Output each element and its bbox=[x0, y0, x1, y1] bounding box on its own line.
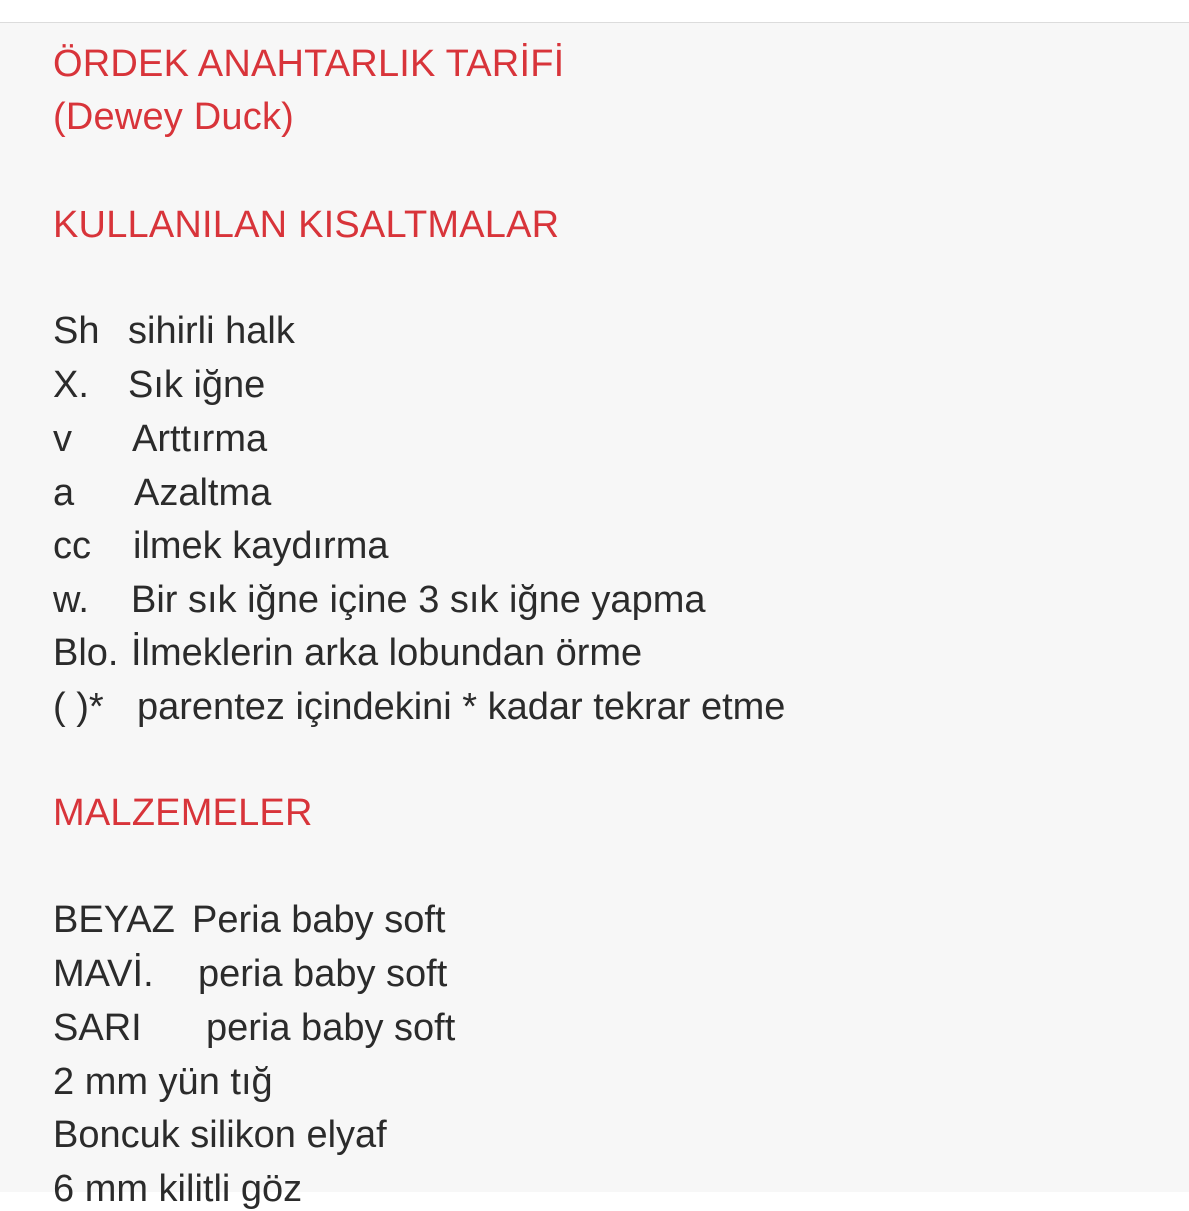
materials-heading: MALZEMELER bbox=[53, 792, 313, 834]
yarn-name: Peria baby soft bbox=[192, 899, 446, 941]
yarn-color: MAVİ. bbox=[53, 953, 154, 995]
abbreviation-code: w. bbox=[53, 579, 89, 621]
abbreviation-desc: İlmeklerin arka lobundan örme bbox=[131, 632, 643, 674]
abbreviation-code: ( )* bbox=[53, 686, 104, 728]
abbreviation-desc: Bir sık iğne içine 3 sık iğne yapma bbox=[131, 579, 706, 621]
yarn-color: SARI bbox=[53, 1007, 142, 1049]
yarn-name: peria baby soft bbox=[198, 953, 448, 995]
material-item: 2 mm yün tığ bbox=[53, 1061, 273, 1103]
abbreviations-heading: KULLANILAN KISALTMALAR bbox=[53, 204, 560, 246]
abbreviation-code: X. bbox=[53, 364, 89, 406]
abbreviation-desc: ilmek kaydırma bbox=[133, 525, 389, 567]
abbreviation-desc: Sık iğne bbox=[128, 364, 266, 406]
top-strip bbox=[0, 0, 1189, 23]
yarn-name: peria baby soft bbox=[206, 1007, 456, 1049]
recipe-subtitle: (Dewey Duck) bbox=[53, 96, 294, 138]
material-item: 6 mm kilitli göz bbox=[53, 1168, 303, 1210]
yarn-color: BEYAZ bbox=[53, 899, 175, 941]
abbreviation-code: v bbox=[53, 418, 72, 460]
abbreviation-desc: parentez içindekini * kadar tekrar etme bbox=[137, 686, 786, 728]
abbreviation-desc: Azaltma bbox=[134, 472, 272, 514]
abbreviation-code: Blo. bbox=[53, 632, 119, 674]
recipe-title: ÖRDEK ANAHTARLIK TARİFİ bbox=[53, 43, 565, 85]
abbreviation-code: a bbox=[53, 472, 75, 514]
abbreviation-code: cc bbox=[53, 525, 91, 567]
abbreviation-code: Sh bbox=[53, 310, 100, 352]
material-item: Boncuk silikon elyaf bbox=[53, 1114, 387, 1156]
abbreviation-desc: sihirli halk bbox=[128, 310, 295, 352]
abbreviation-desc: Arttırma bbox=[132, 418, 268, 460]
